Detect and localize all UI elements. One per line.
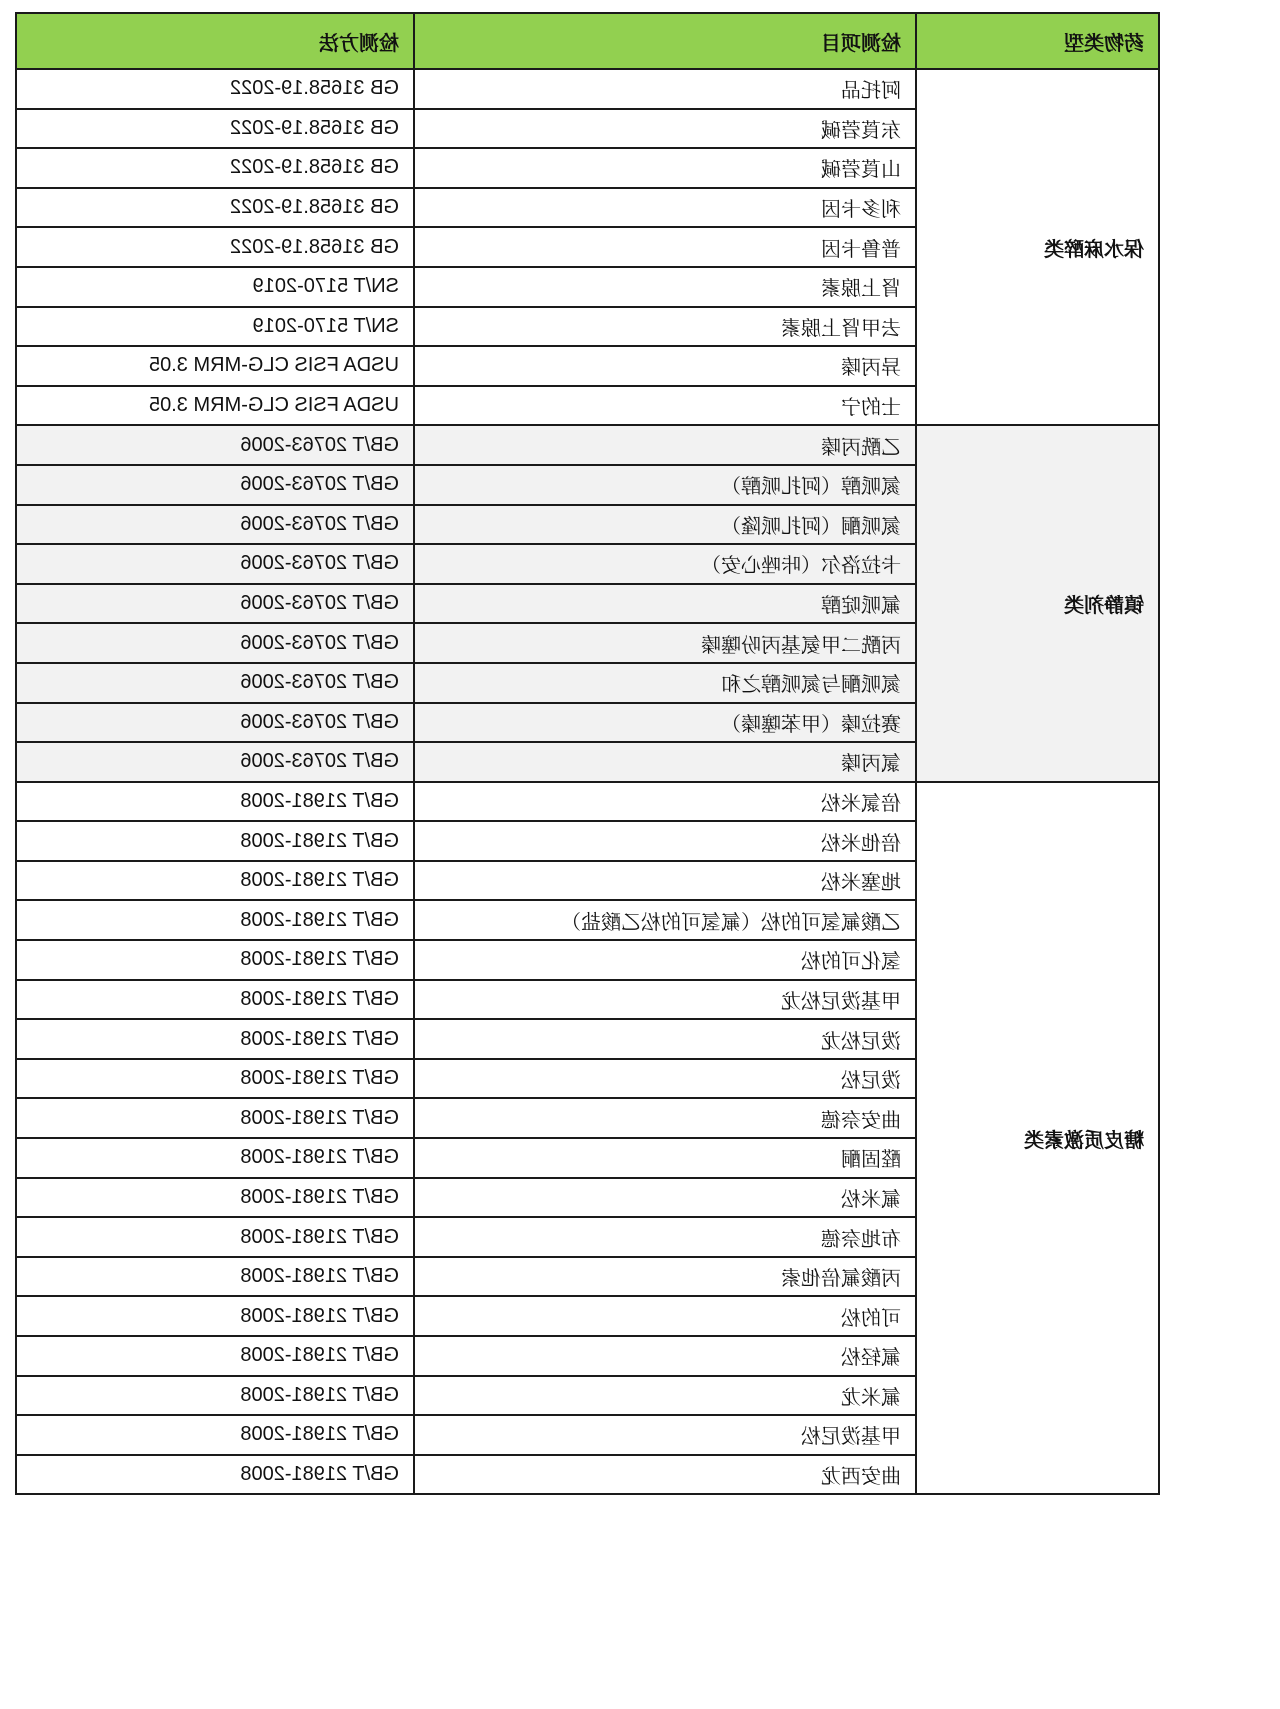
test-item-cell: 利多卡因 bbox=[414, 188, 916, 228]
test-item-cell: 士的宁 bbox=[414, 386, 916, 426]
table-body bbox=[16, 69, 1159, 1494]
header-row bbox=[16, 13, 1159, 69]
test-method-cell: GB/T 21981-2008 bbox=[16, 1059, 414, 1099]
test-method-cell: GB 31658.19-2022 bbox=[16, 109, 414, 149]
table-row bbox=[16, 69, 1159, 109]
test-method-cell: GB/T 21981-2008 bbox=[16, 1336, 414, 1376]
test-method-cell: GB/T 20763-2006 bbox=[16, 584, 414, 624]
test-item-cell: 氮哌酮与氮哌醇之和 bbox=[414, 663, 916, 703]
test-method-cell: GB/T 21981-2008 bbox=[16, 1098, 414, 1138]
test-item-cell: 可的松 bbox=[414, 1296, 916, 1336]
table-row bbox=[16, 425, 1159, 465]
test-method-cell: GB 31658.19-2022 bbox=[16, 148, 414, 188]
test-item-cell: 布地奈德 bbox=[414, 1217, 916, 1257]
test-method-cell: SN/T 5170-2019 bbox=[16, 307, 414, 347]
test-item-cell: 醛固酮 bbox=[414, 1138, 916, 1178]
test-method-cell: GB/T 21981-2008 bbox=[16, 1415, 414, 1455]
test-item-cell: 普鲁卡因 bbox=[414, 227, 916, 267]
test-item-cell: 泼尼松 bbox=[414, 1059, 916, 1099]
test-item-cell: 地塞米松 bbox=[414, 861, 916, 901]
test-item-cell: 氟哌啶醇 bbox=[414, 584, 916, 624]
test-method-cell: GB/T 21981-2008 bbox=[16, 900, 414, 940]
test-item-cell: 泼尼松龙 bbox=[414, 1019, 916, 1059]
test-method-cell: GB/T 21981-2008 bbox=[16, 980, 414, 1020]
test-method-cell: GB/T 21981-2008 bbox=[16, 1138, 414, 1178]
test-method-cell: GB 31658.19-2022 bbox=[16, 227, 414, 267]
test-method-cell: GB/T 21981-2008 bbox=[16, 821, 414, 861]
test-item-cell: 氟米龙 bbox=[414, 1376, 916, 1416]
test-method-cell: GB/T 21981-2008 bbox=[16, 1217, 414, 1257]
test-method-cell: SN/T 5170-2019 bbox=[16, 267, 414, 307]
test-item-cell: 异丙嗪 bbox=[414, 346, 916, 386]
test-method-cell: GB/T 21981-2008 bbox=[16, 1376, 414, 1416]
test-item-cell: 卡拉洛尔（咔唑心安） bbox=[414, 544, 916, 584]
test-method-cell: GB/T 20763-2006 bbox=[16, 544, 414, 584]
test-method-cell: GB/T 21981-2008 bbox=[16, 1296, 414, 1336]
test-item-cell: 丙酸氟倍他索 bbox=[414, 1257, 916, 1297]
table-row bbox=[16, 782, 1159, 822]
test-item-cell: 丙酰二甲氨基丙吩噻嗪 bbox=[414, 623, 916, 663]
test-item-cell: 氮哌酮（阿扎哌隆） bbox=[414, 505, 916, 545]
header-test-method: 检测方法 bbox=[16, 13, 414, 69]
test-method-cell: GB/T 21981-2008 bbox=[16, 940, 414, 980]
test-method-cell: GB/T 21981-2008 bbox=[16, 861, 414, 901]
test-method-cell: USDA FSIS CLG-MRM 3.05 bbox=[16, 386, 414, 426]
test-method-cell: GB 31658.19-2022 bbox=[16, 188, 414, 228]
test-method-cell: GB/T 20763-2006 bbox=[16, 465, 414, 505]
category-cell: 糖皮质激素类 bbox=[916, 782, 1159, 1495]
test-method-cell: GB/T 20763-2006 bbox=[16, 623, 414, 663]
test-method-cell: GB/T 21981-2008 bbox=[16, 1019, 414, 1059]
test-item-cell: 山莨菪碱 bbox=[414, 148, 916, 188]
test-item-cell: 甲基泼尼松 bbox=[414, 1415, 916, 1455]
test-item-cell: 倍氯米松 bbox=[414, 782, 916, 822]
category-cell: 镇静剂类 bbox=[916, 425, 1159, 781]
category-cell: 保水麻醉类 bbox=[916, 69, 1159, 425]
test-method-cell: USDA FSIS CLG-MRM 3.05 bbox=[16, 346, 414, 386]
header-drug-type: 药物类型 bbox=[916, 13, 1159, 69]
test-item-cell: 乙酸氟氢可的松（氟氢可的松乙酸盐） bbox=[414, 900, 916, 940]
test-item-cell: 氮哌醇（阿扎哌醇） bbox=[414, 465, 916, 505]
test-item-cell: 氢化可的松 bbox=[414, 940, 916, 980]
test-method-cell: GB/T 21981-2008 bbox=[16, 782, 414, 822]
test-item-cell: 氯丙嗪 bbox=[414, 742, 916, 782]
test-item-cell: 赛拉嗪（甲苯噻嗪） bbox=[414, 703, 916, 743]
test-item-cell: 倍他米松 bbox=[414, 821, 916, 861]
test-method-cell: GB/T 21981-2008 bbox=[16, 1257, 414, 1297]
test-method-cell: GB 31658.19-2022 bbox=[16, 69, 414, 109]
test-item-cell: 东莨菪碱 bbox=[414, 109, 916, 149]
test-method-cell: GB/T 21981-2008 bbox=[16, 1455, 414, 1495]
test-item-cell: 肾上腺素 bbox=[414, 267, 916, 307]
test-method-cell: GB/T 20763-2006 bbox=[16, 663, 414, 703]
test-item-cell: 阿托品 bbox=[414, 69, 916, 109]
test-item-cell: 曲安西龙 bbox=[414, 1455, 916, 1495]
test-item-cell: 氟轻松 bbox=[414, 1336, 916, 1376]
drug-test-table bbox=[15, 12, 1160, 1495]
test-method-cell: GB/T 20763-2006 bbox=[16, 703, 414, 743]
test-method-cell: GB/T 20763-2006 bbox=[16, 505, 414, 545]
test-item-cell: 甲基泼尼松龙 bbox=[414, 980, 916, 1020]
test-item-cell: 去甲肾上腺素 bbox=[414, 307, 916, 347]
test-method-cell: GB/T 20763-2006 bbox=[16, 425, 414, 465]
test-item-cell: 氟米松 bbox=[414, 1178, 916, 1218]
test-item-cell: 曲安奈德 bbox=[414, 1098, 916, 1138]
header-test-item: 检测项目 bbox=[414, 13, 916, 69]
test-method-cell: GB/T 21981-2008 bbox=[16, 1178, 414, 1218]
test-item-cell: 乙酰丙嗪 bbox=[414, 425, 916, 465]
test-method-cell: GB/T 20763-2006 bbox=[16, 742, 414, 782]
